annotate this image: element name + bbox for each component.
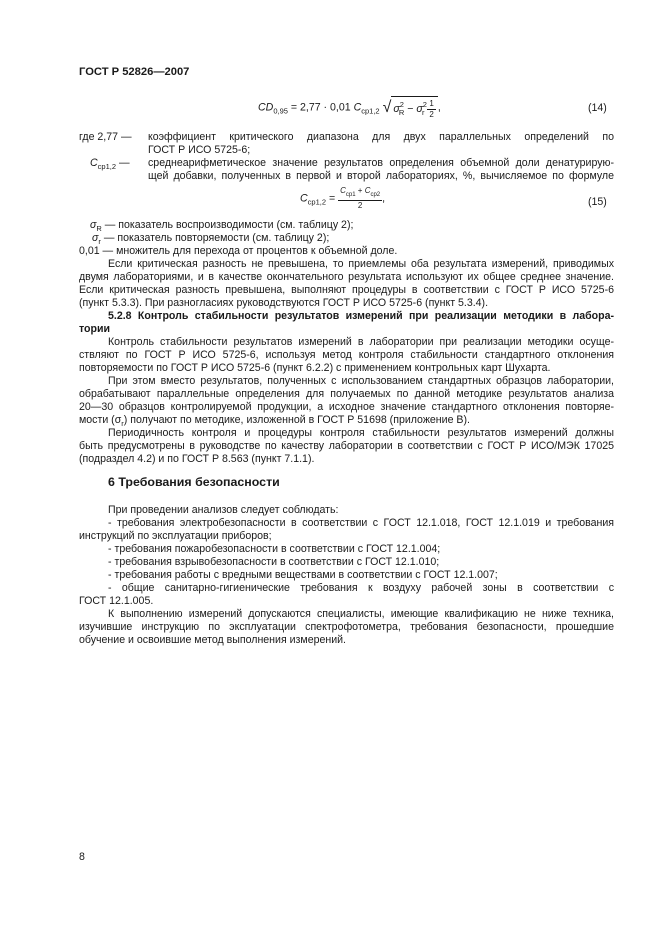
- eq15-c2: C: [364, 186, 371, 195]
- eq14-tail: ,: [437, 101, 441, 114]
- eq14-sigma-r: σ: [393, 103, 400, 115]
- eq15-c1-sub: ср1: [345, 192, 356, 198]
- safety-item-2: - требования пожаробезопасности в соответствии с ГОСТ 12.1.004;: [108, 543, 441, 555]
- p3-l4a: мости (σ: [79, 414, 122, 426]
- safety-item-1b: инструкций по эксплуатации приборов;: [79, 530, 272, 542]
- eq14-sigma-small: σ: [416, 103, 423, 115]
- where-l1-def: коэффициент критического диапазона для двух параллельных определений по: [148, 131, 614, 143]
- eq14-sq1: 2: [399, 100, 404, 109]
- eq15-c-sub: ср1,2: [307, 197, 327, 207]
- safety-intro: При проведении анализов следует соблюдать:: [108, 504, 339, 516]
- def-sigma-r-sub: r: [98, 237, 101, 246]
- eq15-c2-sub: ср2: [370, 192, 381, 198]
- eq15-c1: C: [340, 186, 346, 195]
- def-sigma-R-sub: R: [96, 224, 102, 233]
- p3-l3: 20—30 образцов контролируемой продукции, а исходное значение стандартного отклонения повторяе-: [79, 401, 614, 413]
- where-l4: щей добавки, полученных в первой и второй лабораториях, %, вычисляемое по формуле: [148, 170, 614, 182]
- eq14-sigma-small-sub: r: [421, 108, 425, 117]
- eq14-c: C: [353, 101, 362, 114]
- p3-l1: При этом вместо результатов, полученных с использованием стандартных образцов лаборатории,: [108, 375, 614, 387]
- def-sigma-R-symbol: σ: [90, 219, 97, 231]
- eq15-den: 2: [357, 201, 363, 210]
- section-6-title: 6 Требования безопасности: [108, 475, 280, 489]
- eq14-half-den: 2: [429, 109, 434, 119]
- def-coef: 0,01 — множитель для перехода от процентов к объемной доле.: [79, 245, 398, 257]
- where-l2: ГОСТ Р ИСО 5725-6;: [148, 144, 251, 156]
- safety-item-3: - требования взрывобезопасности в соответствии с ГОСТ 12.1.010;: [108, 556, 440, 568]
- eq14-sigma-r-sub: R: [398, 108, 405, 117]
- p2-l1: Контроль стабильности результатов измерений в лаборатории при реализации методики осуще-: [108, 336, 614, 348]
- p1-l3: Если критическая разность превышена, выполняют процедуры в соответствии с ГОСТ Р ИСО 5725-6: [79, 284, 614, 296]
- safety-item-5a: - общие санитарно-гигиенические требования к воздуху рабочей зоны в соответствии с: [108, 582, 614, 594]
- p1-l4: (пункт 5.3.3). При разногласиях руководствуются ГОСТ Р ИСО 5725-6 (пункт 5.3.4).: [79, 297, 489, 309]
- eq14-half: [427, 99, 435, 120]
- equation-14: [258, 96, 441, 120]
- eq14-minus: −: [404, 103, 417, 115]
- safety-item-5b: ГОСТ 12.1.005.: [79, 595, 154, 607]
- where-c-dash: —: [118, 157, 130, 169]
- p4-l3: (подраздел 4.2) и по ГОСТ Р 8.563 (пункт 7.1.1).: [79, 453, 315, 465]
- def-sigma-R-text: — показатель воспроизводимости (см. таблицу 2);: [101, 219, 354, 231]
- eq14-radicand: [391, 96, 438, 120]
- section-528-title: 5.2.8 Контроль стабильности результатов измерений при реализации методики в лабора-: [108, 310, 614, 322]
- p3-l4b: ) получают по методике, изложенной в ГОСТ Р 51698 (приложение В).: [123, 414, 470, 426]
- def-sigma-r-text: — показатель повторяемости (см. таблицу 2);: [100, 232, 330, 244]
- safety-p-l1: К выполнению измерений допускаются специалисты, имеющие квалификацию не ниже техника,: [108, 608, 614, 620]
- p3-l2: обрабатывают параллельные определения для получаемых по данной методике результатов анализа: [79, 388, 614, 400]
- p4-l1: Периодичность контроля и процедуры контроля стабильности результатов измерений должны: [108, 427, 614, 439]
- p2-l3: повторяемости по ГОСТ Р ИСО 5725-6 (пункт 6.2.2) с применением контрольных карт Шухарта.: [79, 362, 551, 374]
- p4-l2: быть предусмотрены в руководстве по качеству лаборатории в соответствии с ГОСТ Р ИСО/МЭК 17025: [79, 440, 614, 452]
- p1-l1: Если критическая разность не превышена, то приемлемы оба результата измерений, приводимых: [108, 258, 614, 270]
- where-c-term: [90, 157, 130, 173]
- equation-15: [300, 186, 385, 211]
- sqrt-sign: √: [382, 98, 392, 116]
- p2-l2: ствляют по ГОСТ Р ИСО 5725-6, используя метод контроля стабильности стандартного отклонения: [79, 349, 614, 361]
- eq15-frac: [338, 186, 382, 211]
- eq14-mid: = 2,77 · 0,01: [287, 101, 354, 114]
- eq14-lhs: CD: [258, 101, 274, 114]
- eq15-eq: =: [326, 192, 339, 205]
- safety-item-4: - требования работы с вредными веществами в соответствии с ГОСТ 12.1.007;: [108, 569, 498, 581]
- p1-l2: двумя лабораториями, и в качестве окончательного результата используют их общее среднее значение.: [79, 271, 614, 283]
- section-528-title-cont: тории: [79, 323, 111, 335]
- p3-l4-sub: r: [121, 419, 124, 428]
- equation-14-number: (14): [588, 102, 607, 114]
- eq15-num: [338, 186, 382, 201]
- def-sigma-r-symbol: σ: [92, 232, 99, 244]
- safety-p-l2: изучившие инструкцию по эксплуатации спектрофотометра, требования безопасности, прошедшие: [79, 621, 614, 633]
- eq14-c-sub: ср1,2: [361, 106, 380, 116]
- equation-15-number: (15): [588, 196, 607, 208]
- eq14-sq2: 2: [422, 100, 427, 109]
- eq15-tail: ,: [382, 192, 386, 205]
- where-c-sub: ср1,2: [97, 162, 117, 171]
- safety-item-1a: - требования электробезопасности в соответствии с ГОСТ 12.1.018, ГОСТ 12.1.019 и требования: [108, 517, 614, 529]
- document-header: ГОСТ Р 52826—2007: [79, 66, 190, 78]
- page-number: 8: [79, 851, 85, 863]
- safety-p-l3: обучение и освоившие метод выполнения измерений.: [79, 634, 346, 646]
- where-l3-def: среднеарифметическое значение результатов определения объемной доли денатурирую-: [148, 157, 614, 169]
- eq15-c: C: [300, 192, 308, 205]
- where-l1-term: где 2,77 —: [79, 131, 132, 143]
- where-c: C: [90, 157, 98, 169]
- eq14-lhs-sub: 0,95: [273, 106, 288, 116]
- eq15-plus: +: [355, 186, 365, 195]
- eq14-half-num: 1: [429, 98, 434, 108]
